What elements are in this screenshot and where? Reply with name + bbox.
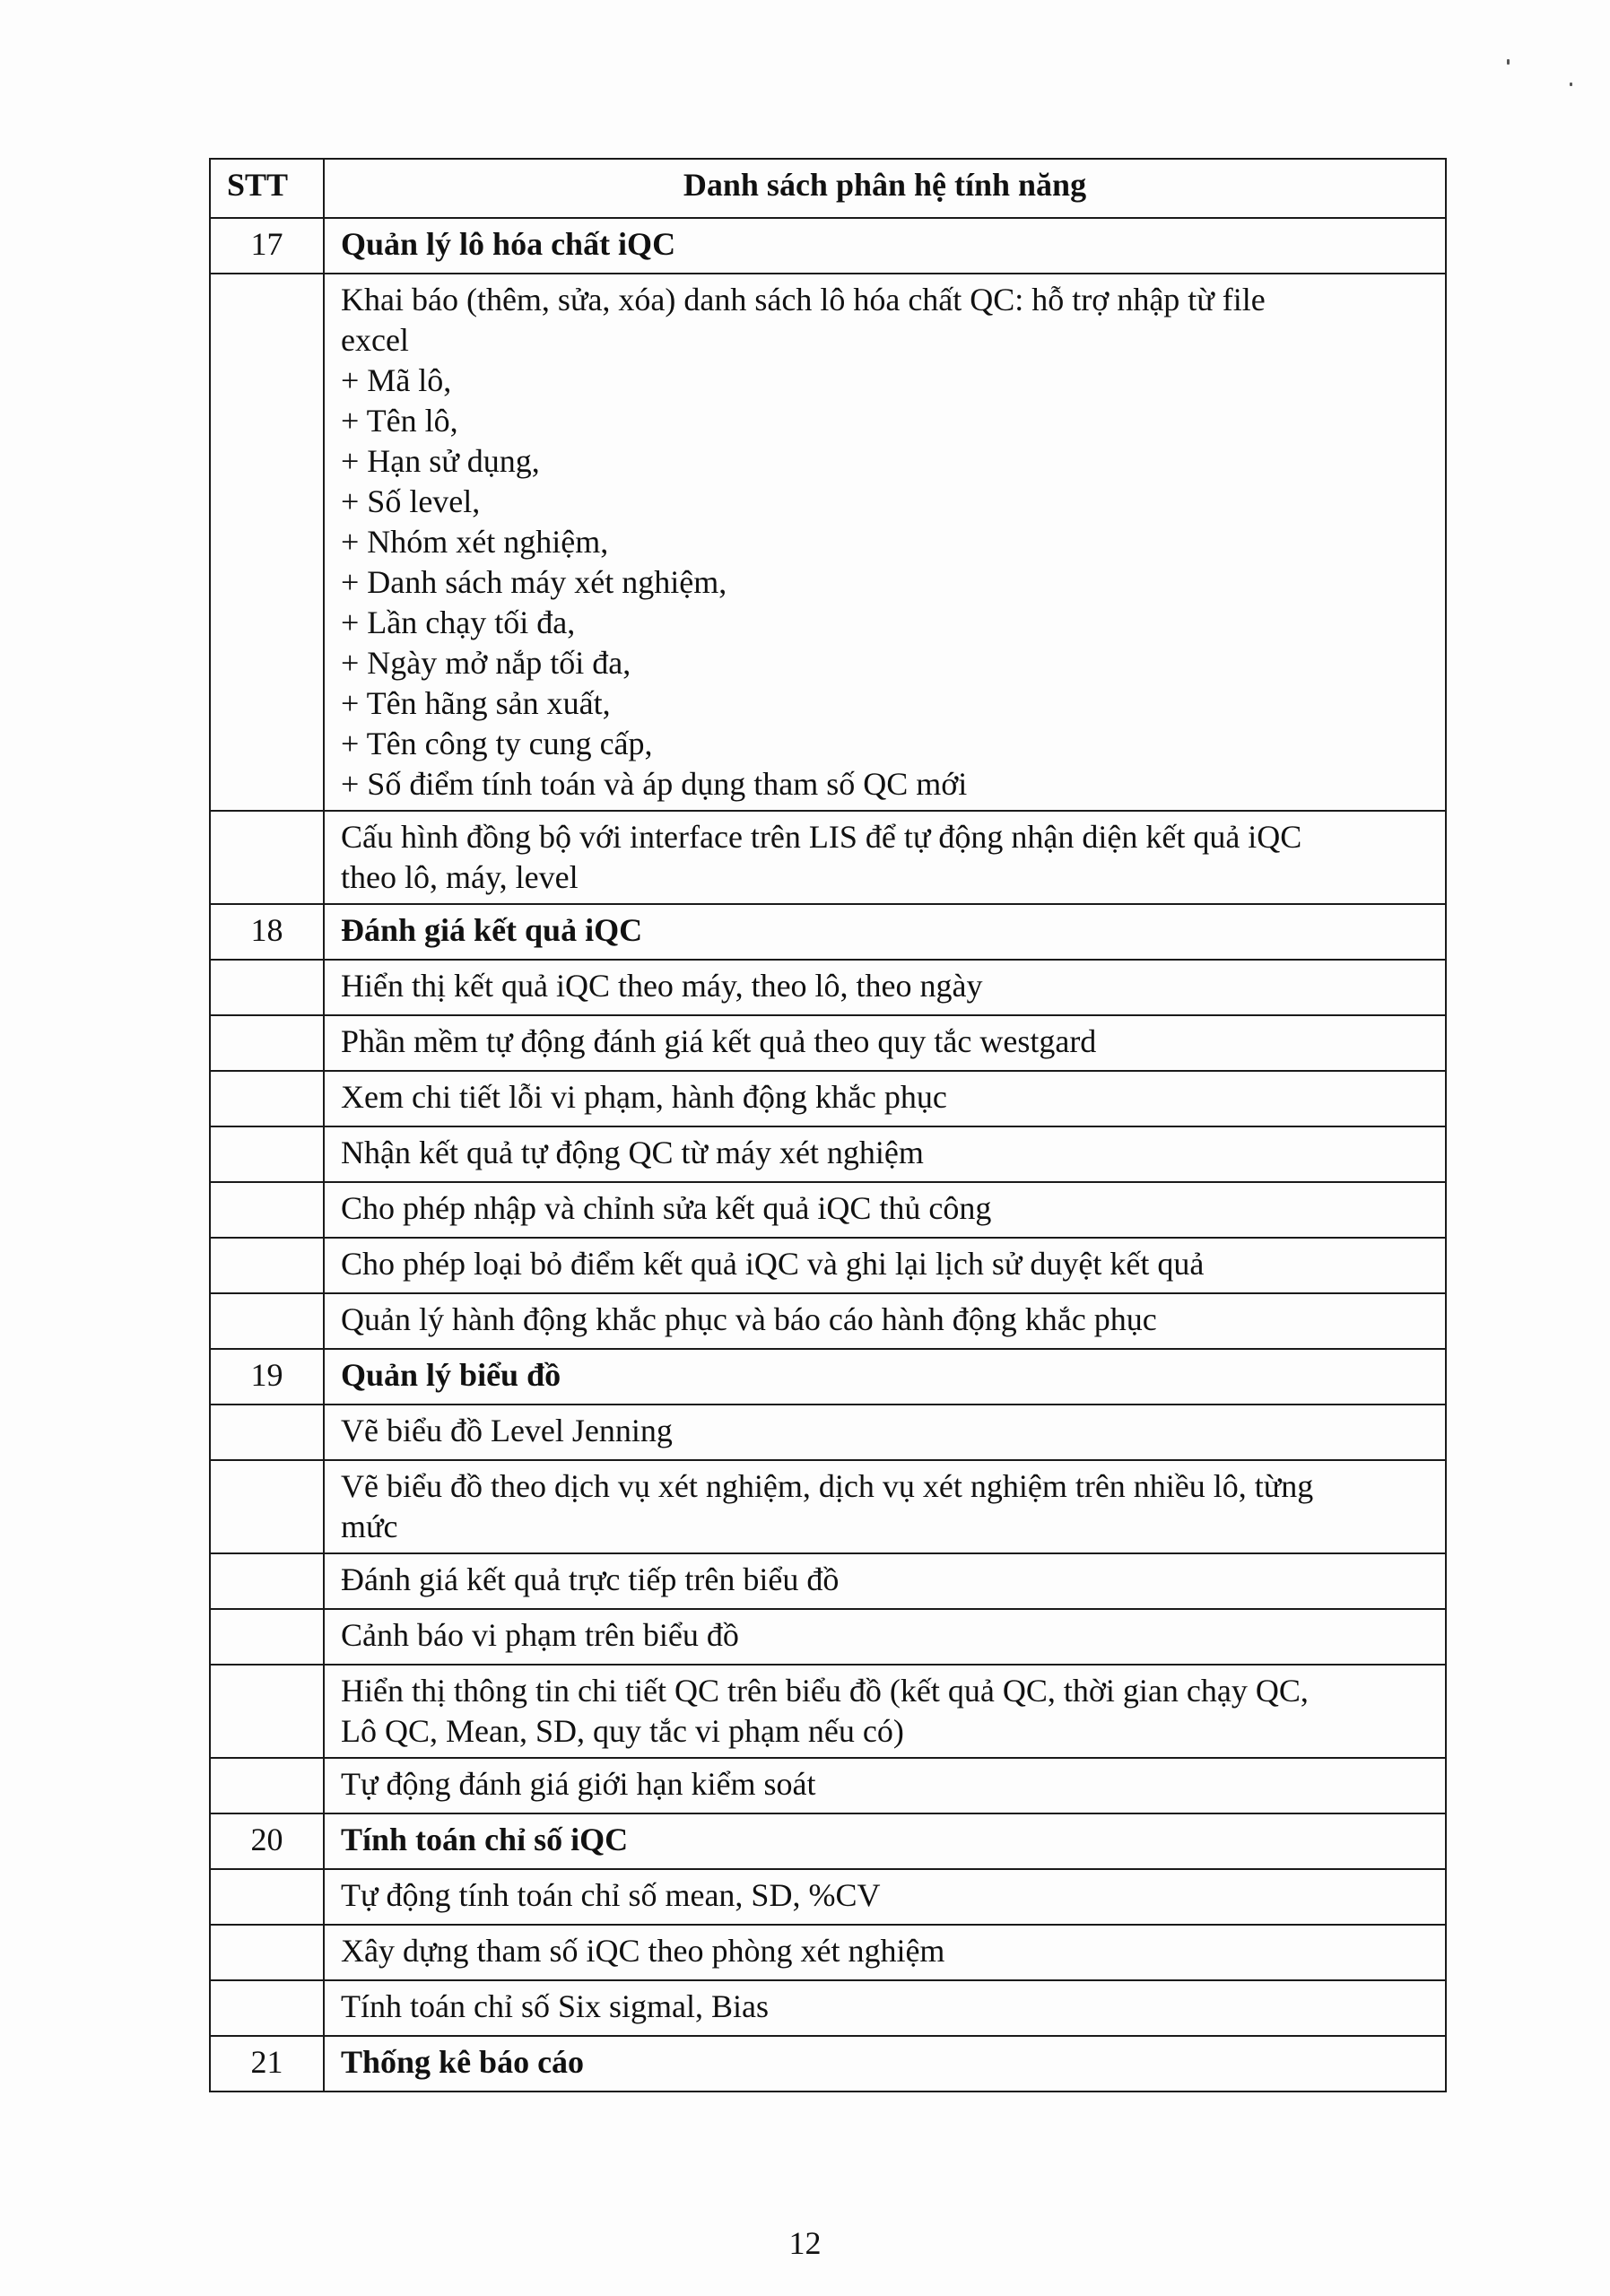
scan-speck	[1507, 59, 1510, 65]
feature-line: Quản lý hành động khắc phục và báo cáo hành động khắc phục	[341, 1301, 1157, 1337]
table-row	[210, 1609, 1446, 1665]
group-title: Đánh giá kết quả iQC	[324, 904, 1446, 960]
feature-line: + Số điểm tính toán và áp dụng tham số QC mới	[341, 766, 968, 802]
stt-cell: 20	[210, 1813, 324, 1869]
feature-description	[324, 1460, 1446, 1553]
table-row	[210, 1460, 1446, 1553]
table-row	[210, 960, 1446, 1015]
feature-table	[209, 158, 1447, 2092]
stt-cell: 21	[210, 2036, 324, 2092]
empty-stt-cell	[210, 1609, 324, 1665]
table-row	[210, 1925, 1446, 1980]
feature-line: Cảnh báo vi phạm trên biểu đồ	[341, 1617, 739, 1653]
group-row	[210, 904, 1446, 960]
feature-line: Cấu hình đồng bộ với interface trên LIS để tự động nhận diện kết quả iQC	[341, 819, 1302, 855]
feature-line: Vẽ biểu đồ Level Jenning	[341, 1413, 673, 1448]
feature-line: Cho phép loại bỏ điểm kết quả iQC và ghi lại lịch sử duyệt kết quả	[341, 1246, 1205, 1282]
feature-description	[324, 1126, 1446, 1182]
feature-line: + Nhóm xét nghiệm,	[341, 524, 609, 560]
feature-line: Xây dựng tham số iQC theo phòng xét nghiệm	[341, 1933, 945, 1969]
feature-description	[324, 1182, 1446, 1238]
group-title: Tính toán chỉ số iQC	[324, 1813, 1446, 1869]
feature-line: + Tên lô,	[341, 403, 458, 439]
feature-description	[324, 1238, 1446, 1293]
feature-line: + Hạn sử dụng,	[341, 443, 540, 479]
empty-stt-cell	[210, 1553, 324, 1609]
feature-description	[324, 1758, 1446, 1813]
empty-stt-cell	[210, 1405, 324, 1460]
feature-description	[324, 1405, 1446, 1460]
table-body	[210, 218, 1446, 2092]
feature-description	[324, 1293, 1446, 1349]
table-row	[210, 1238, 1446, 1293]
empty-stt-cell	[210, 1665, 324, 1758]
feature-line: Đánh giá kết quả trực tiếp trên biểu đồ	[341, 1561, 840, 1597]
feature-line: theo lô, máy, level	[341, 859, 579, 895]
group-title: Quản lý biểu đồ	[324, 1349, 1446, 1405]
empty-stt-cell	[210, 1925, 324, 1980]
table-row	[210, 1980, 1446, 2036]
stt-header: STT	[210, 159, 324, 218]
feature-line: + Ngày mở nắp tối đa,	[341, 645, 631, 681]
group-row	[210, 1813, 1446, 1869]
feature-line: Phần mềm tự động đánh giá kết quả theo quy tắc westgard	[341, 1023, 1097, 1059]
table-row	[210, 1553, 1446, 1609]
feature-line: Vẽ biểu đồ theo dịch vụ xét nghiệm, dịch vụ xét nghiệm trên nhiều lô, từng	[341, 1468, 1314, 1504]
feature-line: Hiển thị kết quả iQC theo máy, theo lô, theo ngày	[341, 968, 983, 1004]
feature-line: Khai báo (thêm, sửa, xóa) danh sách lô hóa chất QC: hỗ trợ nhập từ file	[341, 282, 1266, 317]
feature-description	[324, 1925, 1446, 1980]
feature-line: mức	[341, 1509, 398, 1544]
feature-line: Hiển thị thông tin chi tiết QC trên biểu đồ (kết quả QC, thời gian chạy QC,	[341, 1673, 1309, 1709]
feature-line: + Tên công ty cung cấp,	[341, 726, 653, 761]
empty-stt-cell	[210, 274, 324, 811]
empty-stt-cell	[210, 1015, 324, 1071]
group-row	[210, 1349, 1446, 1405]
feature-line: + Mã lô,	[341, 362, 452, 398]
group-title: Thống kê báo cáo	[324, 2036, 1446, 2092]
stt-cell: 18	[210, 904, 324, 960]
feature-description	[324, 1665, 1446, 1758]
empty-stt-cell	[210, 1182, 324, 1238]
empty-stt-cell	[210, 1126, 324, 1182]
feature-description	[324, 1609, 1446, 1665]
table-row	[210, 1405, 1446, 1460]
table-row	[210, 1758, 1446, 1813]
table-row	[210, 1015, 1446, 1071]
feature-line: Nhận kết quả tự động QC từ máy xét nghiệm	[341, 1135, 924, 1170]
feature-line: Lô QC, Mean, SD, quy tắc vi phạm nếu có)	[341, 1713, 904, 1749]
empty-stt-cell	[210, 960, 324, 1015]
feature-description	[324, 1015, 1446, 1071]
feature-line: Tính toán chỉ số Six sigmal, Bias	[341, 1988, 769, 2024]
stt-cell: 17	[210, 218, 324, 274]
feature-line: + Danh sách máy xét nghiệm,	[341, 564, 727, 600]
feature-description	[324, 1869, 1446, 1925]
empty-stt-cell	[210, 1238, 324, 1293]
table-row	[210, 1665, 1446, 1758]
group-row	[210, 2036, 1446, 2092]
table-row	[210, 1071, 1446, 1126]
empty-stt-cell	[210, 1071, 324, 1126]
table-row	[210, 811, 1446, 904]
table-row	[210, 1869, 1446, 1925]
group-row	[210, 218, 1446, 274]
feature-line: Cho phép nhập và chỉnh sửa kết quả iQC thủ công	[341, 1190, 992, 1226]
stt-cell: 19	[210, 1349, 324, 1405]
feature-description	[324, 1980, 1446, 2036]
table-row	[210, 1182, 1446, 1238]
feature-line: + Tên hãng sản xuất,	[341, 685, 611, 721]
empty-stt-cell	[210, 1293, 324, 1349]
feature-description	[324, 1553, 1446, 1609]
feature-description	[324, 274, 1446, 811]
scan-speck	[1570, 83, 1572, 86]
feature-description	[324, 1071, 1446, 1126]
feature-line: + Số level,	[341, 483, 481, 519]
feature-list-header: Danh sách phân hệ tính năng	[324, 159, 1446, 218]
group-title: Quản lý lô hóa chất iQC	[324, 218, 1446, 274]
empty-stt-cell	[210, 1869, 324, 1925]
feature-line: + Lần chạy tối đa,	[341, 604, 576, 640]
table-row	[210, 1126, 1446, 1182]
feature-description	[324, 811, 1446, 904]
feature-line: Tự động tính toán chỉ số mean, SD, %CV	[341, 1877, 881, 1913]
empty-stt-cell	[210, 1980, 324, 2036]
page-number: 12	[788, 2225, 822, 2261]
feature-line: excel	[341, 322, 409, 358]
feature-description	[324, 960, 1446, 1015]
empty-stt-cell	[210, 811, 324, 904]
table-row	[210, 274, 1446, 811]
empty-stt-cell	[210, 1460, 324, 1553]
table-header-row	[210, 159, 1446, 218]
feature-line: Xem chi tiết lỗi vi phạm, hành động khắc phục	[341, 1079, 947, 1115]
empty-stt-cell	[210, 1758, 324, 1813]
feature-line: Tự động đánh giá giới hạn kiểm soát	[341, 1766, 816, 1802]
table-row	[210, 1293, 1446, 1349]
